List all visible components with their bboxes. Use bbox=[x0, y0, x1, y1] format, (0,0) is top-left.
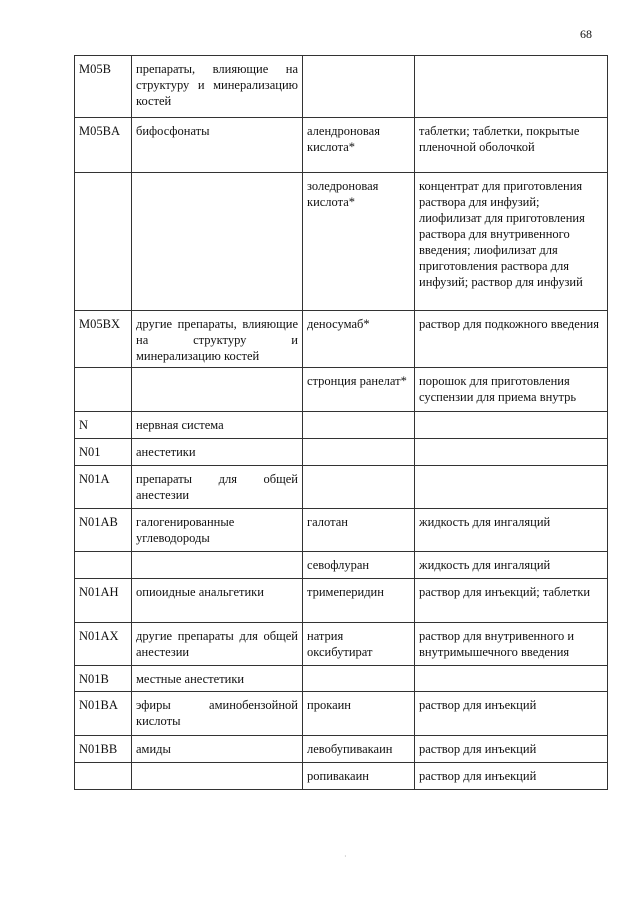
anatomical-therapeutic-group-cell: амиды bbox=[132, 736, 303, 763]
dosage-form-cell bbox=[415, 466, 608, 509]
anatomical-therapeutic-group-cell: бифосфонаты bbox=[132, 118, 303, 173]
table-row bbox=[75, 763, 608, 790]
dosage-form-cell: раствор для подкожного введения bbox=[415, 311, 608, 368]
table-row bbox=[75, 623, 608, 666]
table-row bbox=[75, 736, 608, 763]
drug-name-cell bbox=[303, 466, 415, 509]
drug-name-cell: севофлуран bbox=[303, 552, 415, 579]
table-row bbox=[75, 509, 608, 552]
atc-code-cell bbox=[75, 763, 132, 790]
atc-code-cell: N01AX bbox=[75, 623, 132, 666]
dosage-form-cell: таблетки; таблетки, покрытые пленочной оболочкой bbox=[415, 118, 608, 173]
atc-code-cell: M05B bbox=[75, 56, 132, 118]
anatomical-therapeutic-group-cell: препараты для общей анестезии bbox=[132, 466, 303, 509]
table-row bbox=[75, 368, 608, 412]
atc-code-cell: N01BA bbox=[75, 692, 132, 736]
drug-name-cell: ропивакаин bbox=[303, 763, 415, 790]
dosage-form-cell: концентрат для приготовления раствора для инфузий; лиофилизат для приготовления раствора для внутривенного введения; лиофилизат для приготовления раствора для инфузий; раствор для инфузий bbox=[415, 173, 608, 311]
table-row bbox=[75, 439, 608, 466]
anatomical-therapeutic-group-cell: другие препараты, влияющие на структуру и минерализацию костей bbox=[132, 311, 303, 368]
anatomical-therapeutic-group-cell: препараты, влияющие на структуру и минерализацию костей bbox=[132, 56, 303, 118]
atc-code-cell: N01AB bbox=[75, 509, 132, 552]
atc-code-cell: N bbox=[75, 412, 132, 439]
anatomical-therapeutic-group-cell: опиоидные анальгетики bbox=[132, 579, 303, 623]
dosage-form-cell: раствор для инъекций bbox=[415, 763, 608, 790]
atc-code-cell bbox=[75, 173, 132, 311]
drug-name-cell: галотан bbox=[303, 509, 415, 552]
anatomical-therapeutic-group-cell bbox=[132, 368, 303, 412]
drug-name-cell: левобупивакаин bbox=[303, 736, 415, 763]
anatomical-therapeutic-group-cell bbox=[132, 763, 303, 790]
anatomical-therapeutic-group-cell: галогенированные углеводороды bbox=[132, 509, 303, 552]
drug-name-cell: тримеперидин bbox=[303, 579, 415, 623]
anatomical-therapeutic-group-cell: нервная система bbox=[132, 412, 303, 439]
table-row bbox=[75, 173, 608, 311]
table-row bbox=[75, 56, 608, 118]
drug-name-cell bbox=[303, 412, 415, 439]
table-row bbox=[75, 666, 608, 692]
atc-code-cell: M05BA bbox=[75, 118, 132, 173]
anatomical-therapeutic-group-cell: местные анестетики bbox=[132, 666, 303, 692]
drug-name-cell bbox=[303, 666, 415, 692]
table-row bbox=[75, 552, 608, 579]
table-row bbox=[75, 412, 608, 439]
atc-code-cell: N01BB bbox=[75, 736, 132, 763]
atc-code-cell: N01AH bbox=[75, 579, 132, 623]
dosage-form-cell: раствор для инъекций bbox=[415, 692, 608, 736]
anatomical-therapeutic-group-cell: другие препараты для общей анестезии bbox=[132, 623, 303, 666]
atc-code-cell: N01B bbox=[75, 666, 132, 692]
dosage-form-cell bbox=[415, 56, 608, 118]
dosage-form-cell: раствор для инъекций bbox=[415, 736, 608, 763]
drug-name-cell: деносумаб* bbox=[303, 311, 415, 368]
page-number: 68 bbox=[580, 27, 592, 41]
drug-name-cell bbox=[303, 439, 415, 466]
table-row bbox=[75, 579, 608, 623]
dosage-form-cell: жидкость для ингаляций bbox=[415, 552, 608, 579]
table-row bbox=[75, 692, 608, 736]
atc-code-cell: N01A bbox=[75, 466, 132, 509]
atc-code-cell: N01 bbox=[75, 439, 132, 466]
drug-classification-table bbox=[74, 55, 608, 790]
scan-mark: · bbox=[344, 852, 347, 861]
table-row bbox=[75, 466, 608, 509]
dosage-form-cell bbox=[415, 439, 608, 466]
table-row bbox=[75, 311, 608, 368]
drug-name-cell: натрия оксибутират bbox=[303, 623, 415, 666]
anatomical-therapeutic-group-cell: анестетики bbox=[132, 439, 303, 466]
anatomical-therapeutic-group-cell: эфиры аминобензойной кислоты bbox=[132, 692, 303, 736]
table-body bbox=[75, 56, 608, 790]
atc-code-cell: M05BX bbox=[75, 311, 132, 368]
dosage-form-cell bbox=[415, 412, 608, 439]
dosage-form-cell: раствор для внутривенного и внутримышечного введения bbox=[415, 623, 608, 666]
dosage-form-cell: жидкость для ингаляций bbox=[415, 509, 608, 552]
drug-name-cell: алендроновая кислота* bbox=[303, 118, 415, 173]
drug-name-cell: прокаин bbox=[303, 692, 415, 736]
dosage-form-cell bbox=[415, 666, 608, 692]
drug-name-cell: золедроновая кислота* bbox=[303, 173, 415, 311]
drug-name-cell: стронция ранелат* bbox=[303, 368, 415, 412]
atc-code-cell bbox=[75, 552, 132, 579]
anatomical-therapeutic-group-cell bbox=[132, 552, 303, 579]
dosage-form-cell: раствор для инъекций; таблетки bbox=[415, 579, 608, 623]
atc-code-cell bbox=[75, 368, 132, 412]
table-row bbox=[75, 118, 608, 173]
drug-name-cell bbox=[303, 56, 415, 118]
anatomical-therapeutic-group-cell bbox=[132, 173, 303, 311]
dosage-form-cell: порошок для приготовления суспензии для приема внутрь bbox=[415, 368, 608, 412]
